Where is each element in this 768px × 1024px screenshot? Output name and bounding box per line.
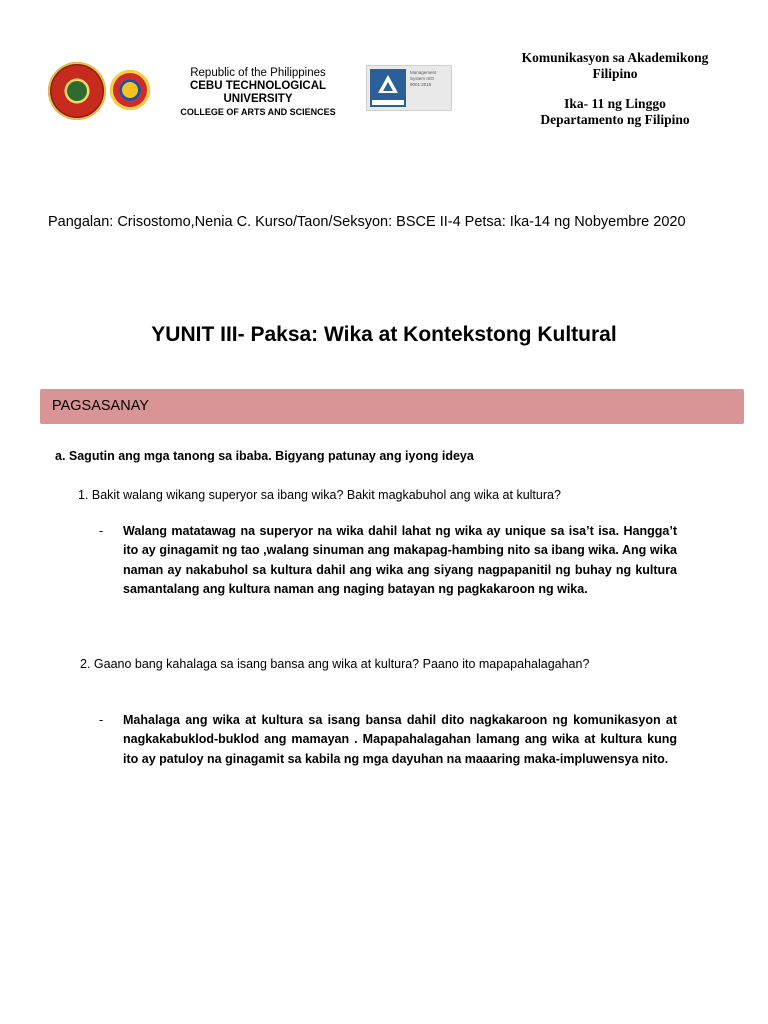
section-banner-label: PAGSASANAY (52, 398, 149, 414)
university-line-3: COLLEGE OF ARTS AND SCIENCES (180, 107, 336, 117)
student-info: Pangalan: Crisostomo,Nenia C. Kurso/Taon/Seksyon: BSCE II-4 Petsa: Ika-14 ng Nobyembre 2020 (48, 214, 686, 230)
answer-2: Mahalaga ang wika at kultura sa isang bansa dahil dito nagkakaroon ng komunikasyon at nagkakabuklod-buklod ang mamayan . Mapapahalagahan lamang ang wika at kultura kung ito ay patuloy na ginagamit sa kabila ng mga dayuhan na maaaring maka-impluwensya nito. (123, 713, 677, 766)
asean-logo (110, 70, 150, 110)
answer-1: Walang matatawag na superyor na wika dahil lahat ng wika ay unique sa isa’t isa. Hangga’t ito ay ginagamit ng tao ,walang sinuman ang makapag-hambing nito sa ibang wika. Ang wika naman ay nakabuhol sa kultura dahil ang wika ang siyang nagpapanitil ng buhay ng kultura samantalang ang kultura naman ang naging batayan ng pagkakaroon ng wika. (123, 524, 677, 596)
iso-badge-text: Management System ISO 9001:2015 (410, 70, 437, 87)
unit-title: YUNIT III- Paksa: Wika at Kontekstong Kultural (151, 323, 617, 346)
question-1: 1. Bakit walang wikang superyor sa ibang wika? Bakit magkabuhol ang wika at kultura? (78, 488, 561, 502)
answer-2-bullet: - (99, 713, 104, 727)
university-header (156, 66, 360, 118)
course-line-4: Departamento ng Filipino (540, 112, 690, 127)
course-line-2: Filipino (592, 66, 638, 81)
question-2: 2. Gaano bang kahalaga sa isang bansa ang wika at kultura? Paano ito mapapahalagahan? (80, 657, 590, 671)
university-line-1: Republic of the Philippines (190, 67, 326, 79)
iso-certification-badge (366, 65, 452, 111)
university-line-2: CEBU TECHNOLOGICAL UNIVERSITY (189, 80, 327, 105)
course-line-3: Ika- 11 ng Linggo (564, 96, 666, 111)
section-banner (40, 389, 744, 424)
instruction: a. Sagutin ang mga tanong sa ibaba. Bigyang patunay ang iyong ideya (55, 449, 474, 463)
course-header (510, 50, 720, 128)
tuv-logo-icon (370, 69, 406, 107)
university-seal-logo (48, 62, 106, 120)
answer-1-bullet: - (99, 524, 104, 538)
course-line-1: Komunikasyon sa Akademikong (521, 50, 709, 65)
